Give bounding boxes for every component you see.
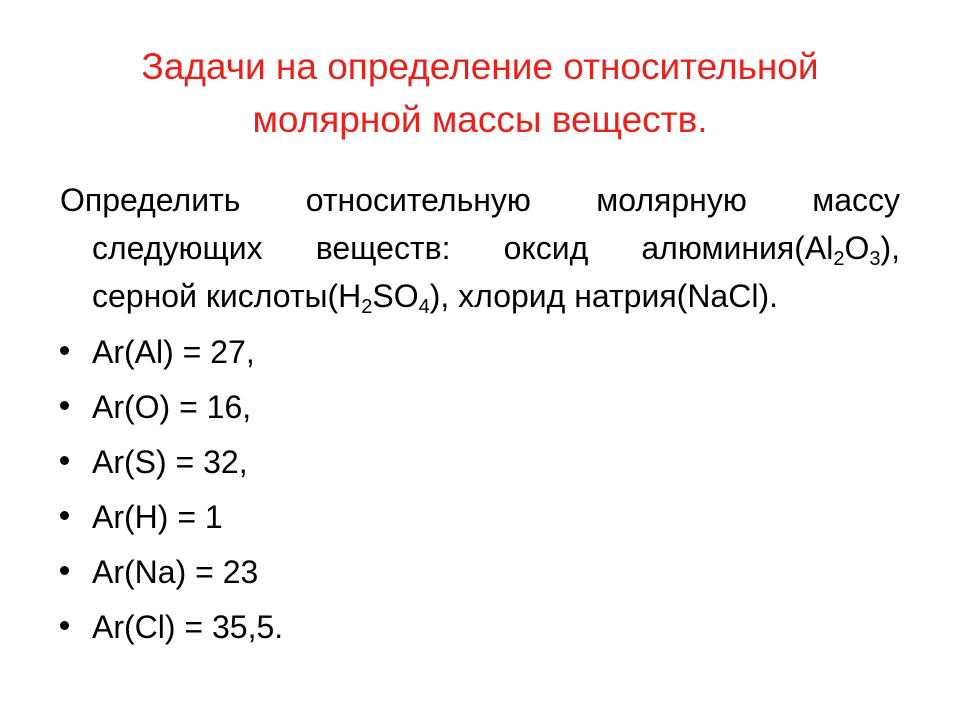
bullet-icon (60, 401, 69, 410)
task-statement-line-1 (60, 176, 901, 224)
list-item-text: Ar(Cl) = 35,5. (92, 609, 284, 645)
subscript: 2 (833, 248, 845, 270)
formula-part: SO (372, 278, 419, 314)
slide-title-line-2: молярной массы веществ. (252, 99, 708, 140)
list-item (60, 548, 283, 603)
list-item (60, 383, 283, 438)
subscript: 4 (418, 296, 430, 318)
list-item (60, 603, 283, 658)
formula-nacl-suffix: ), хлорид натрия(NaCl). (429, 278, 778, 314)
atomic-mass-list (60, 328, 283, 658)
subscript: 3 (869, 248, 881, 270)
formula-part: O (844, 230, 870, 266)
task-word: алюминия(Al (641, 230, 834, 266)
task-statement (60, 176, 900, 320)
task-word: оксид (503, 230, 589, 266)
task-word: массу (812, 182, 901, 218)
formula-h2so4-prefix: серной кислоты(H (92, 278, 362, 314)
formula-al2o3 (641, 230, 901, 270)
list-item (60, 493, 283, 548)
slide-title-line-1: Задачи на определение относительной (141, 46, 819, 87)
list-item-text: Ar(Al) = 27, (92, 334, 255, 370)
task-word: следующих (92, 230, 263, 266)
bullet-icon (60, 566, 69, 575)
bullet-icon (60, 456, 69, 465)
bullet-icon (60, 511, 69, 520)
task-word: Определить (60, 182, 241, 218)
task-statement-line-2 (92, 224, 900, 272)
bullet-icon (60, 621, 69, 630)
list-item-text: Ar(O) = 16, (92, 389, 252, 425)
list-item (60, 328, 283, 383)
task-word: веществ: (315, 230, 451, 266)
task-word: молярную (596, 182, 747, 218)
formula-part: ), (880, 230, 901, 266)
list-item-text: Ar(H) = 1 (92, 499, 223, 535)
bullet-icon (60, 346, 69, 355)
subscript: 2 (361, 296, 373, 318)
list-item-text: Ar(Na) = 23 (92, 554, 259, 590)
list-item (60, 438, 283, 493)
slide-title (60, 40, 900, 146)
list-item-text: Ar(S) = 32, (92, 444, 248, 480)
task-statement-line-3 (92, 272, 900, 320)
task-word: относительную (305, 182, 531, 218)
